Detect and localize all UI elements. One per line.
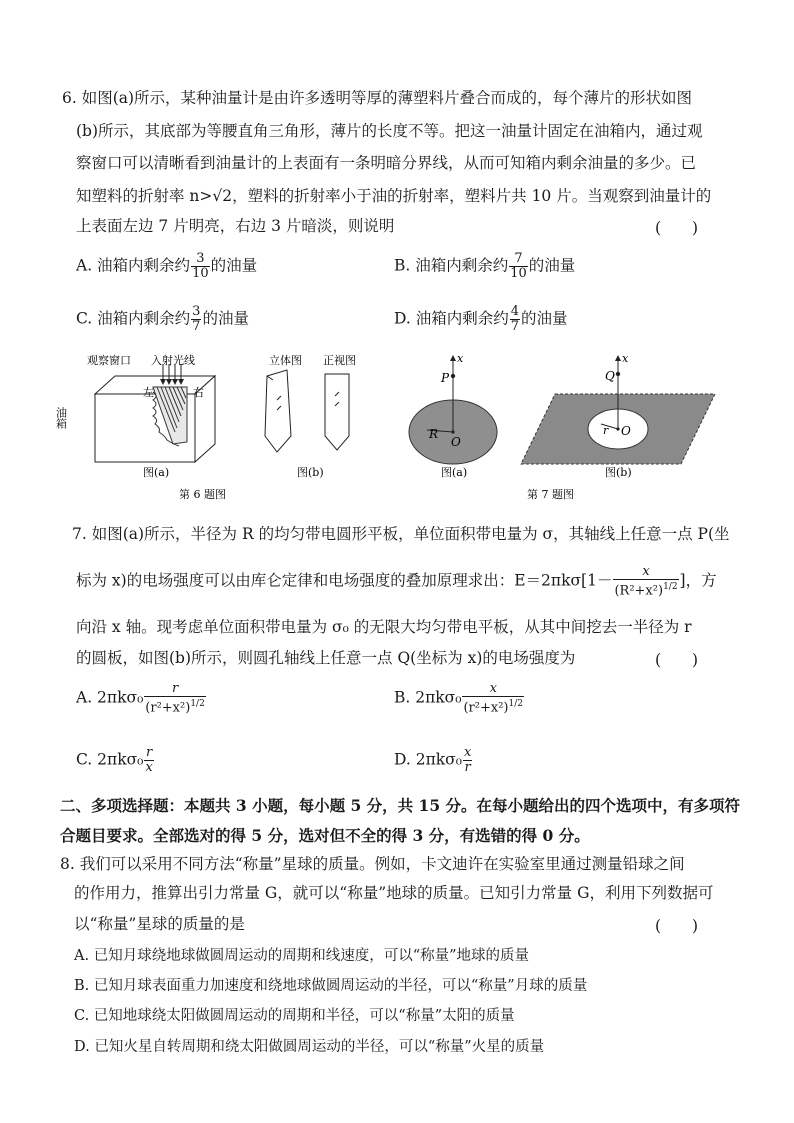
q6-line-4: 知塑料的折射率 n>√2，塑料的折射率小于油的折射率，塑料片共 10 片。当观察到油量计的 [76, 187, 712, 205]
fig6a-window-label: 观察窗口 [87, 354, 131, 367]
q6-option-d-suffix: 的油量 [521, 309, 568, 328]
fig6b-solid-label: 立体图 [269, 354, 302, 367]
fig7-caption: 第 7 题图 [527, 488, 574, 501]
q7-formula-exp: 1/2 [663, 582, 678, 592]
q7-option-a-label: A. 2πkσ₀ [76, 688, 144, 707]
fig7b-plane-diagram [521, 358, 715, 464]
q7-option-b-exp: 1/2 [508, 699, 523, 709]
q7-option-a-den: (r²+x²) [145, 700, 191, 716]
q6-option-b-label: B. 油箱内剩余约 [394, 256, 509, 275]
section2-line-2: 合题目要求。全部选对的得 5 分，选对但不全的得 3 分，有选错的得 0 分。 [60, 826, 590, 845]
fig7b-x-label: x [622, 352, 629, 365]
fig7a-p-label: P [441, 371, 450, 385]
q6-line-5: 上表面左边 7 片明亮，右边 3 片暗淡，则说明 [76, 217, 395, 235]
q7-line-1: 7. 如图(a)所示，半径为 R 的均匀带电圆形平板，单位面积带电量为 σ，其轴线上任意一点 P(坐 [72, 525, 730, 543]
q7-option-a-num: r [171, 681, 179, 696]
q7-answer-paren: ( ) [655, 651, 699, 669]
fig6a-right-label: 右 [193, 386, 204, 399]
q8-answer-paren: ( ) [655, 917, 699, 935]
q7-option-d-den: r [464, 760, 471, 775]
q7-option-d-num: x [463, 745, 472, 760]
q6-line-3: 察窗口可以清晰看到油量计的上表面有一条明暗分界线，从而可知箱内剩余油量的多少。已 [76, 154, 697, 172]
q6-option-a-num: 3 [196, 251, 205, 266]
q6-answer-paren: ( ) [655, 219, 699, 237]
q7-formula-num: x [642, 564, 650, 579]
fig6a-ray-label: 入射光线 [151, 354, 195, 367]
fig6a-left-label: 左 [143, 386, 154, 399]
fig7b-o-label: O [621, 424, 631, 438]
q7-option-d-label: D. 2πkσ₀ [394, 750, 462, 769]
q8-option-a: A. 已知月球绕地球做圆周运动的周期和线速度，可以“称量”地球的质量 [74, 948, 530, 964]
q7-option-b-num: x [489, 681, 497, 696]
fig7a-x-label: x [457, 352, 464, 365]
q6-option-d-num: 4 [510, 304, 520, 319]
q6-option-a-suffix: 的油量 [210, 256, 258, 275]
q7-line-2-text: 标为 x)的电场强度可以由库仑定律和电场强度的叠加原理求出：E＝2πkσ[1－ [76, 571, 613, 590]
q7-option-c-num: r [145, 745, 153, 760]
fig6b-front-label: 正视图 [323, 354, 356, 367]
q6-option-c-label: C. 油箱内剩余约 [76, 309, 191, 328]
q7-option-b-label: B. 2πkσ₀ [394, 688, 462, 707]
q6-option-d [394, 305, 568, 334]
q7-line-2-tail: ]，方 [679, 571, 717, 590]
figures-row [55, 352, 735, 504]
fig6b-caption: 图(b) [297, 466, 324, 479]
fig6b-sheet-diagram [265, 370, 349, 452]
q7-option-b-den: (r²+x²) [463, 700, 509, 716]
q6-option-a [76, 252, 257, 281]
q8-line-3: 以“称量”星球的质量的是 [74, 915, 245, 933]
q8-line-1: 8. 我们可以采用不同方法“称量”星球的质量。例如，卡文迪许在实验室里通过测量铅球之间 [60, 855, 685, 873]
q7-option-a-exp: 1/2 [190, 699, 205, 709]
q7-option-b [394, 682, 525, 715]
fig6a-tank-label: 油箱 [55, 407, 68, 429]
q6-option-d-label: D. 油箱内剩余约 [394, 309, 509, 328]
q8-option-c: C. 已知地球绕太阳做圆周运动的周期和半径，可以“称量”太阳的质量 [74, 1008, 515, 1024]
q6-option-b-num: 7 [514, 251, 523, 266]
q6-option-c-suffix: 的油量 [202, 309, 249, 328]
q7-formula-den: (R²+x²) [614, 583, 664, 599]
q7-option-c [76, 746, 155, 775]
q8-option-d: D. 已知火星自转周期和绕太阳做圆周运动的半径，可以“称量”火星的质量 [74, 1039, 545, 1055]
q6-option-a-den: 10 [192, 266, 209, 281]
fig7b-r-label: r [603, 424, 609, 437]
q7-line-2 [76, 565, 717, 598]
q7-option-c-label: C. 2πkσ₀ [76, 750, 144, 769]
q6-option-b-suffix: 的油量 [528, 256, 576, 275]
q6-option-c-den: 7 [192, 319, 201, 334]
fig6a-caption: 图(a) [143, 466, 170, 479]
q6-option-d-den: 7 [510, 319, 520, 334]
q7-line-3: 向沿 x 轴。现考虑单位面积带电量为 σ₀ 的无限大均匀带电平板，从其中间挖去一半径为 r [76, 618, 692, 636]
q7-option-c-den: x [145, 760, 153, 775]
fig7b-caption: 图(b) [605, 466, 632, 479]
fig7a-o-label: O [451, 435, 461, 449]
q6-option-c [76, 305, 249, 334]
q6-option-b-den: 10 [510, 266, 527, 281]
section2-line-1: 二、多项选择题：本题共 3 小题，每小题 5 分，共 15 分。在每小题给出的四个选项中，有多项符 [60, 796, 741, 815]
fig6a-tank-diagram [95, 364, 215, 462]
q6-line-1: 6. 如图(a)所示，某种油量计是由许多透明等厚的薄塑料片叠合而成的，每个薄片的形状如图 [62, 89, 693, 107]
q7-option-d [394, 746, 473, 775]
fig7a-caption: 图(a) [441, 466, 468, 479]
fig6-caption: 第 6 题图 [179, 488, 226, 501]
q6-line-2: (b)所示，其底部为等腰直角三角形，薄片的长度不等。把这一油量计固定在油箱内，通过观 [76, 122, 703, 140]
fig7a-r-label: R [429, 427, 439, 441]
q6-option-b [394, 252, 575, 281]
q7-option-a [76, 682, 207, 715]
q7-line-4: 的圆板，如图(b)所示，则圆孔轴线上任意一点 Q(坐标为 x)的电场强度为 [76, 649, 576, 667]
q8-option-b: B. 已知月球表面重力加速度和绕地球做圆周运动的半径，可以“称量”月球的质量 [74, 978, 588, 994]
fig7b-q-label: Q [605, 369, 615, 383]
q8-line-2: 的作用力，推算出引力常量 G，就可以“称量”地球的质量。已知引力常量 G，利用下列数据可 [74, 884, 714, 902]
q6-option-c-num: 3 [192, 304, 201, 319]
q6-option-a-label: A. 油箱内剩余约 [76, 256, 191, 275]
